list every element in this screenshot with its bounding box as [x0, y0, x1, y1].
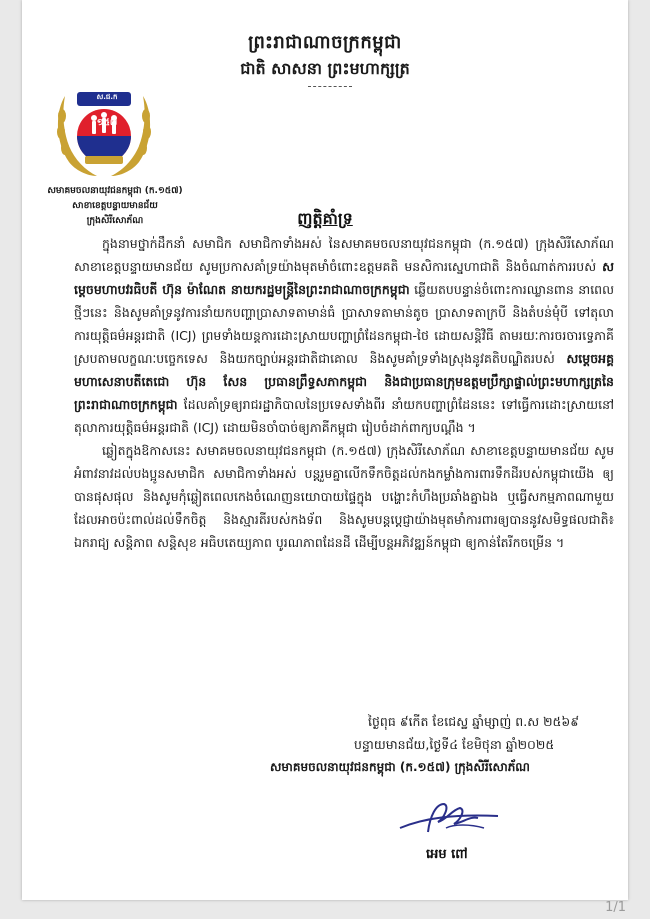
organization-city: ក្រុងសិរីសោភ័ណ: [86, 216, 144, 226]
document-body: [74, 232, 614, 554]
senate-president-name: សម្តេចអគ្គមហាសេនាបតីតេជោ ហ៊ុន សែន ប្រធានព្រឹទ្ធសភាកម្ពុជា និងជាប្រធានក្រុមឧត្តមប្រឹក្សាផ្ទាល់ព្រះមហាក្សត្រនៃព្រះរាជាណាចក្រកម្ពុជា: [74, 351, 614, 412]
paragraph-appeal: ឆ្លៀតក្នុងឱកាសនេះ សមាគមចលនាយុវជនកម្ពុជា (ក.១៥៧) ក្រុងសិរីសោភ័ណ សាខាខេត្តបន្ទាយមានជ័យ សូមអំពាវនាវដល់បងប្អូនសមាជិក សមាជិកាទាំងអស់ បន្តរួមគ្នាលើកទឹកចិត្តដល់កងកម្លាំងការពារទឹកដីរបស់កម្ពុជាយើង ឲ្យបានផុសផុល និងសូមកុំឆ្លៀតពេលកេងចំណេញនយោបាយផ្ទៃក្នុង បង្ហោះកំហឹងប្រឆាំងគ្នាឯង ឬធ្វើសកម្មភាពណាមួយ ដែលអាចប៉ះពាល់ដល់ទឹកចិត្ត និងស្មារតីរបស់កងទ័ព និងសូមបន្តប្តេជ្ញាយ៉ាងមុតមាំការពារឲ្យបាននូវសមិទ្ធផលជាតិ៖ ឯករាជ្យ សន្តិភាព សន្តិសុខ អធិបតេយ្យភាព បូរណភាពដែនដី ដើម្បីបន្តអភិវឌ្ឍន៍កម្ពុជា ឲ្យកាន់តែរីកចម្រើន ។: [74, 443, 614, 550]
paragraph-support: ក្នុងនាមថ្នាក់ដឹកនាំ សមាជិក សមាជិកាទាំងអស់ នៃសមាគមចលនាយុវជនកម្ពុជា (ក.១៥៧) ក្រុងសិរីសោភ័ណ សាខាខេត្តបន្ទាយមានជ័យ សូមប្រកាសគាំទ្រយ៉ាងមុតមាំចំពោះឧត្តមគតិ មនសិការស្នេហាជាតិ និងចំណាត់ការរបស់ សម្តេចមហាបវរធិបតី ហ៊ុន ម៉ាណែត នាយករដ្ឋមន្ត្រីនៃព្រះរាជាណាចក្រកម្ពុជា ឆ្លើយតបបន្ទាន់ចំពោះការឈ្លានពាន នាពេលថ្មីៗនេះ និងសូមគាំទ្រនូវការនាំយកបញ្ហាប្រាសាទតាមាន់ធំ ប្រាសាទតាមាន់តូច ប្រាសាទតាក្របី និងតំបន់មុំបី ទៅតុលាការយុត្តិធម៌អន្តរជាតិ (ICJ) ព្រមទាំងយន្តការដោះស្រាយបញ្ហាព្រំដែនកម្ពុជា-ថៃ ដោយសន្តិវិធី តាមរយៈការចរចារទ្វេភាគី ស្របតាមលក្ខណៈបច្ចេកទេស និងយកច្បាប់អន្តរជាតិជាគោល និងសូមគាំទ្រទាំងស្រុងនូវគតិបណ្ឌិតរបស់ សម្តេចអគ្គមហាសេនាបតីតេជោ ហ៊ុន សែន ប្រធានព្រឹទ្ធសភាកម្ពុជា និងជាប្រធានក្រុមឧត្តមប្រឹក្សាផ្ទាល់ព្រះមហាក្សត្រនៃព្រះរាជាណាចក្រកម្ពុជា ដែលគាំទ្រឲ្យរាជរដ្ឋាភិបាលនៃប្រទេសទាំងពីរ នាំយកបញ្ហាព្រំដែននេះ ទៅធ្វើការដោះស្រាយនៅតុលាការយុត្តិធម៌អន្តរជាតិ (ICJ) ដោយមិនចាំបាច់ឲ្យភាគីកម្ពុជា រៀបចំដាក់ពាក្យបណ្តឹង ។: [74, 236, 614, 435]
document-page: [22, 0, 628, 900]
dateline-block: [270, 710, 622, 779]
document-title: ញត្តិគាំទ្រ: [297, 209, 353, 228]
emblem-acronym: ស.ជ.ក: [96, 93, 118, 101]
signature-icon: [394, 798, 514, 842]
header-divider: [308, 86, 352, 87]
lunar-date: ថ្ងៃពុធ ៩កើត ខែជេស្ឋ ឆ្នាំម្សាញ់ ព.ស ២៥៦៩: [368, 714, 580, 729]
emblem-number: ១៥៧: [96, 118, 118, 128]
page-indicator: 1/1: [605, 900, 626, 915]
solar-date: បន្ទាយមានជ័យ,ថ្ងៃទី៤ ខែមិថុនា ឆ្នាំ២០២៥: [354, 737, 555, 752]
organization-signature-line: សមាគមចលនាយុវជនកម្ពុជា (ក.១៥៧) ក្រុងសិរីសោភ័ណ: [270, 760, 530, 774]
signatory-name: អេម ពៅ: [426, 847, 468, 862]
pm-name: សម្តេចមហាបវរធិបតី ហ៊ុន ម៉ាណែត នាយករដ្ឋមន្ត្រីនៃព្រះរាជាណាចក្រកម្ពុជា: [74, 259, 614, 297]
organization-branch: សាខាខេត្តបន្ទាយមានជ័យ: [72, 201, 158, 211]
organization-name: សមាគមចលនាយុវជនកម្ពុជា (ក.១៥៧): [47, 186, 183, 196]
kingdom-heading: ព្រះរាជាណាចក្រកម្ពុជា: [248, 32, 402, 53]
national-motto: ជាតិ សាសនា ព្រះមហាក្សត្រ: [240, 59, 410, 78]
